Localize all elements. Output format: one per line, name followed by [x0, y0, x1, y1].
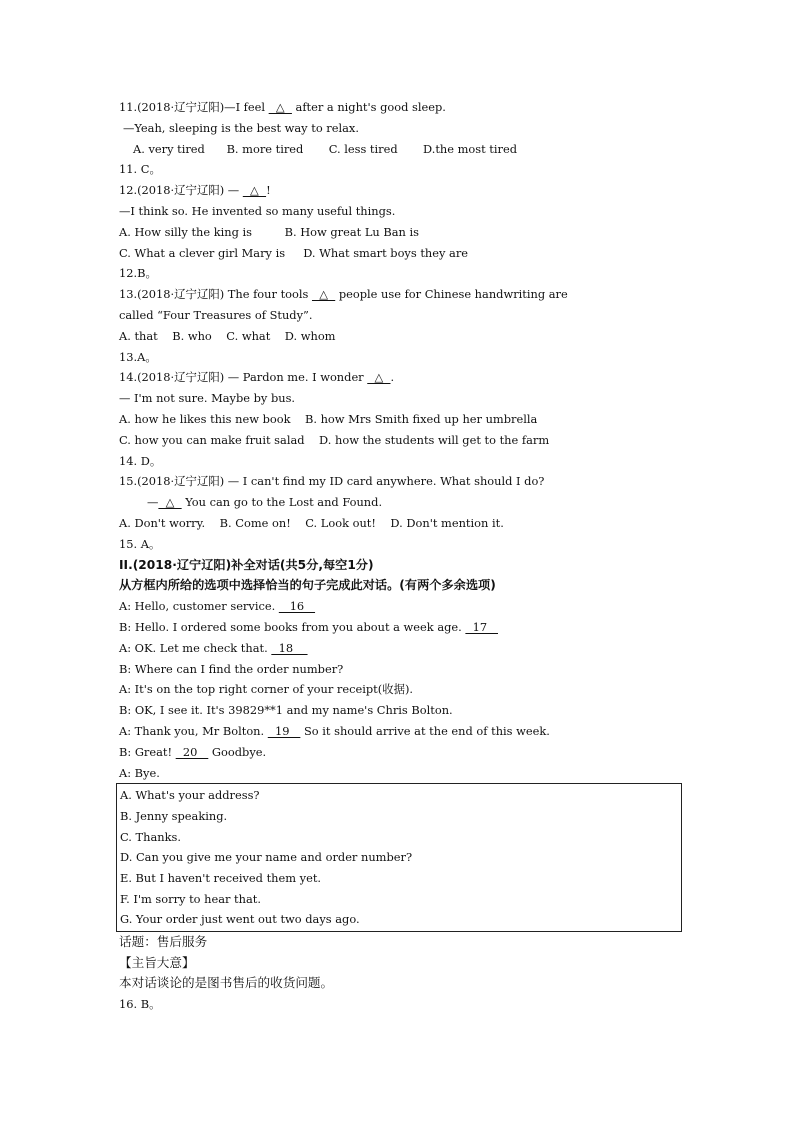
- question-11-reply: —Yeah, sleeping is the best way to relax.: [123, 120, 359, 135]
- blank-20: 20: [175, 744, 209, 759]
- q11-text-a: 11.(2018·辽宁辽阳)—I feel: [119, 100, 269, 114]
- question-15-stem: 15.(2018·辽宁辽阳) — I can't find my ID card anywhere. What should I do?: [119, 474, 545, 489]
- question-12-stem: [119, 180, 694, 201]
- dialogue-7-text-a: A: Thank you, Mr Bolton.: [119, 723, 268, 738]
- dialogue-3-text: A: OK. Let me check that.: [119, 640, 272, 655]
- q11-blank: △: [268, 100, 292, 114]
- q12-text-b: !: [266, 183, 271, 198]
- q14-text-a: 14.(2018·辽宁辽阳) — Pardon me. I wonder: [119, 370, 368, 385]
- question-14-answer: 14. D。: [119, 453, 162, 468]
- question-15-answer: 15. A。: [119, 536, 161, 551]
- dialogue-line-3: [119, 638, 694, 659]
- dialogue-8-text-b: Goodbye.: [208, 744, 267, 759]
- question-13-options: A. that B. who C. what D. whom: [119, 328, 336, 343]
- box-option-a: A. What's your address?: [120, 788, 260, 803]
- section-2-instruction: 从方框内所给的选项中选择恰当的句子完成此对话。(有两个多余选项): [119, 578, 496, 593]
- blank-19: 19: [267, 723, 301, 738]
- box-option-f: F. I'm sorry to hear that.: [120, 891, 261, 906]
- question-14-stem: [119, 367, 694, 388]
- question-13-continuation: called “Four Treasures of Study”.: [119, 307, 313, 322]
- question-15-options: A. Don't worry. B. Come on! C. Look out! D. Don't mention it.: [119, 515, 504, 530]
- dialogue-line-7: [119, 721, 694, 742]
- document-page: [119, 97, 694, 1014]
- q15-text-a: —: [147, 495, 159, 510]
- question-12-options-2: C. What a clever girl Mary is D. What smart boys they are: [119, 245, 469, 260]
- dialogue-2-text: B: Hello. I ordered some books from you about a week age.: [119, 619, 466, 634]
- dialogue-line-8: [119, 742, 694, 763]
- blank-16: 16: [278, 599, 316, 614]
- question-11-stem: [119, 97, 694, 118]
- box-option-g: G. Your order just went out two days ago.: [120, 912, 360, 927]
- main-idea-title: 【主旨大意】: [119, 954, 195, 970]
- box-option-d: D. Can you give me your name and order number?: [120, 850, 413, 865]
- options-box: [116, 783, 682, 932]
- question-12-options-1: A. How silly the king is B. How great Lu Ban is: [119, 224, 419, 239]
- section-2-title: II.(2018·辽宁辽阳)补全对话(共5分,每空1分): [119, 557, 374, 572]
- q12-blank: △: [242, 183, 267, 198]
- q14-text-b: .: [390, 370, 395, 385]
- dialogue-line-2: [119, 617, 694, 638]
- dialogue-line-6: B: OK, I see it. It's 39829**1 and my name's Chris Bolton.: [119, 703, 453, 718]
- dialogue-line-1: [119, 596, 694, 617]
- q12-text-a: 12.(2018·辽宁辽阳) —: [119, 183, 243, 198]
- question-15-reply: [119, 492, 694, 513]
- question-13-answer: 13.A。: [119, 349, 157, 364]
- dialogue-1-text: A: Hello, customer service.: [119, 599, 279, 614]
- topic-line: 话题：售后服务: [119, 934, 208, 950]
- dialogue-8-text-a: B: Great!: [119, 744, 176, 759]
- q13-blank: △: [311, 287, 336, 302]
- question-11-answer: 11. C。: [119, 162, 161, 177]
- q14-blank: △: [367, 370, 391, 385]
- dialogue-line-4: B: Where can I find the order number?: [119, 661, 344, 676]
- question-11-options: A. very tired B. more tired C. less tired D.the most tired: [133, 141, 517, 156]
- q15-text-b: You can go to the Lost and Found.: [181, 495, 383, 510]
- box-option-e: E. But I haven't received them yet.: [120, 871, 322, 886]
- analysis-section: [119, 932, 694, 1014]
- q13-text-a: 13.(2018·辽宁辽阳) The four tools: [119, 287, 312, 302]
- blank-18: 18: [271, 640, 308, 655]
- question-12-answer: 12.B。: [119, 266, 157, 281]
- box-option-c: C. Thanks.: [120, 829, 181, 844]
- question-13-stem: [119, 284, 694, 305]
- question-14-options-2: C. how you can make fruit salad D. how the students will get to the farm: [119, 432, 550, 447]
- q15-blank: △: [158, 495, 182, 510]
- answer-16: 16. B。: [119, 996, 161, 1011]
- question-12-reply: —I think so. He invented so many useful things.: [119, 203, 396, 218]
- question-14-reply: — I'm not sure. Maybe by bus.: [119, 391, 296, 406]
- dialogue-line-9: A: Bye.: [119, 765, 160, 780]
- question-14-options-1: A. how he likes this new book B. how Mrs Smith fixed up her umbrella: [119, 411, 538, 426]
- dialogue-7-text-b: So it should arrive at the end of this week.: [300, 723, 550, 738]
- q11-text-b: after a night's good sleep.: [291, 100, 446, 114]
- box-option-b: B. Jenny speaking.: [120, 808, 228, 823]
- dialogue-line-5: A: It's on the top right corner of your receipt(收据).: [119, 682, 414, 697]
- main-idea-text: 本对话谈论的是图书售后的收货问题。: [119, 975, 334, 991]
- q13-text-b: people use for Chinese handwriting are: [335, 287, 568, 302]
- blank-17: 17: [465, 619, 498, 634]
